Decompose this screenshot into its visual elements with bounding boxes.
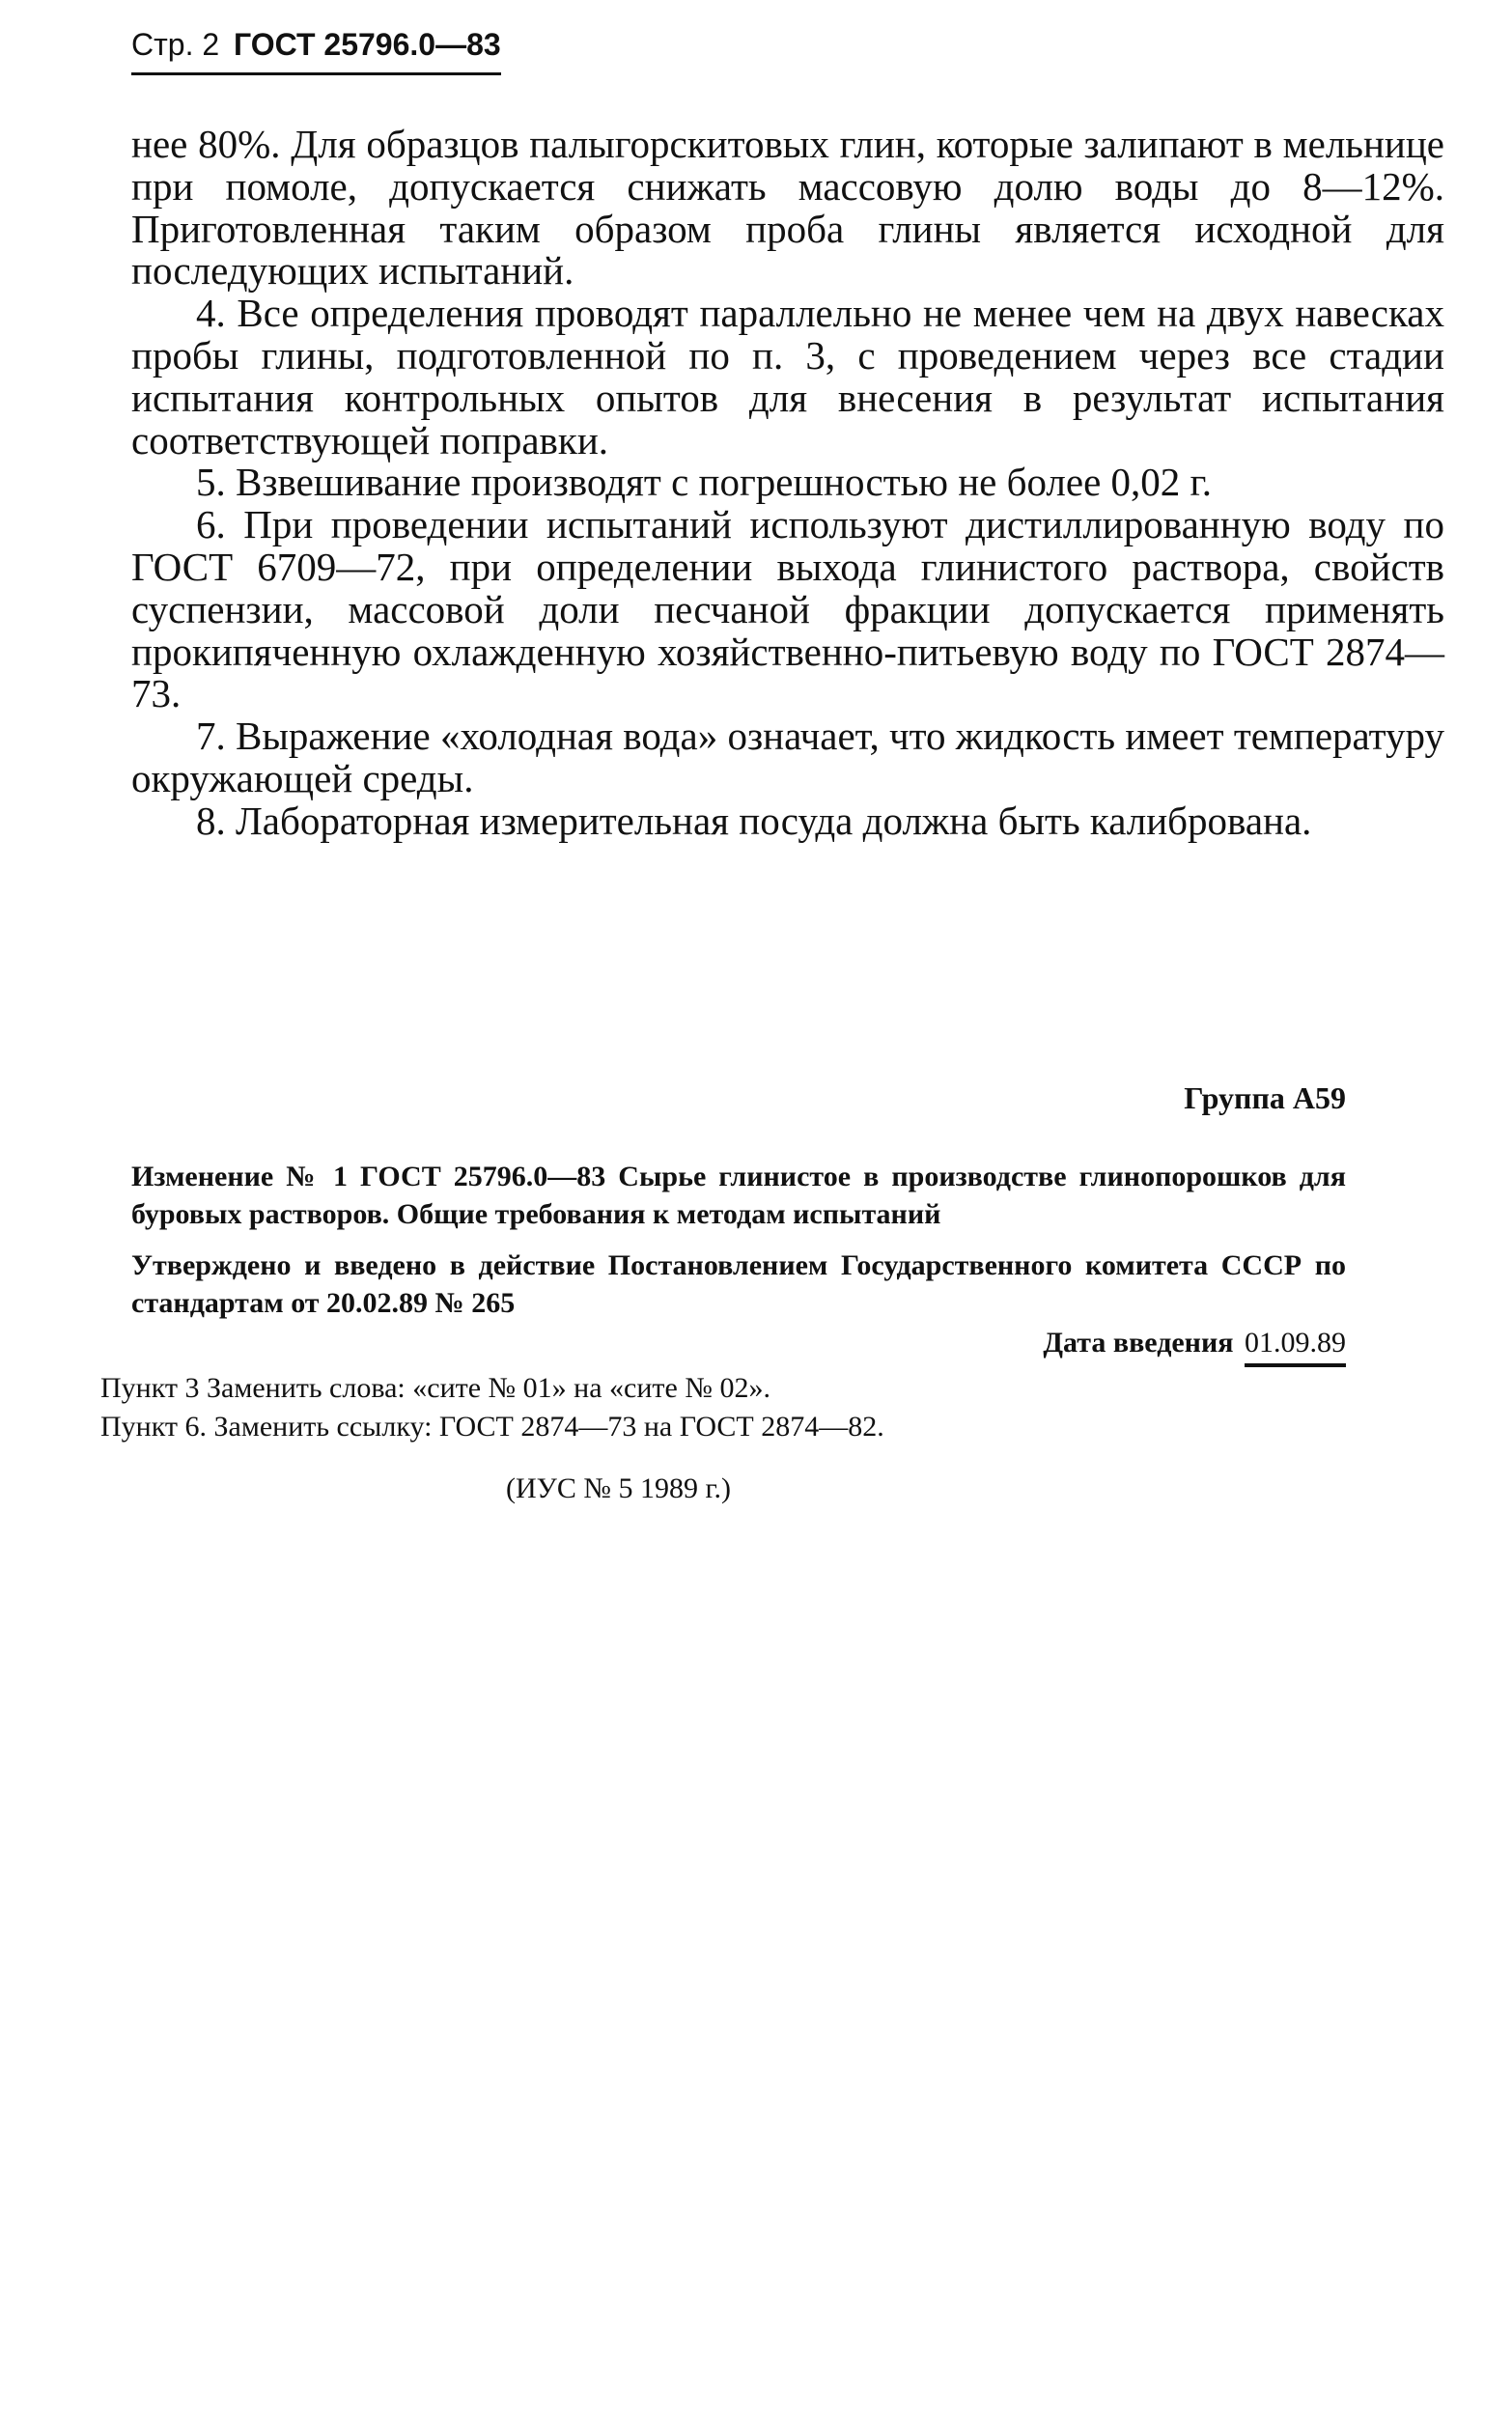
page-number: Стр. 2 — [131, 27, 220, 62]
approval-statement: Утверждено и введено в действие Постановлением Государственного комитета СССР по стандартам от 20.02.89 № 265 — [131, 1249, 1346, 1319]
group-label: Группа А59 — [1184, 1080, 1346, 1115]
page-header — [131, 27, 501, 75]
amendment-changes — [100, 1369, 1317, 1508]
paragraph-8: 8. Лабораторная измерительная посуда должна быть калибрована. — [196, 798, 1312, 843]
effective-date-label: Дата введения — [1043, 1327, 1234, 1359]
standard-code: ГОСТ 25796.0—83 — [234, 27, 501, 62]
paragraph-6: 6. При проведении испытаний используют дистиллированную воду по ГОСТ 6709—72, при определении выхода глинистого раствора, свойств суспензии, массовой доли песчаной фракции допускается применять прокипяченную охлажденную хозяйственно-питьевую воду по ГОСТ 2874—73. — [131, 502, 1444, 716]
main-text — [131, 124, 1444, 843]
change-item-2: Пункт 6. Заменить ссылку: ГОСТ 2874—73 на ГОСТ 2874—82. — [100, 1411, 884, 1443]
paragraph-continuation: нее 80%. Для образцов палыгорскитовых глин, которые залипают в мельнице при помоле, допускается снижать массовую долю воды до 8—12%. Приготовленная таким образом проба глины является исходной для последующих испытаний. — [131, 122, 1444, 294]
publication-source: (ИУС № 5 1989 г.) — [506, 1472, 731, 1504]
amendment-block — [131, 1079, 1346, 1367]
effective-date-value: 01.09.89 — [1245, 1324, 1346, 1367]
paragraph-4: 4. Все определения проводят параллельно не менее чем на двух навесках пробы глины, подготовленной по п. 3, с проведением через все стадии испытания контрольных опытов для внесения в результат испытания соответствующей поправки. — [131, 291, 1444, 462]
effective-date — [131, 1324, 1346, 1367]
paragraph-7: 7. Выражение «холодная вода» означает, что жидкость имеет температуру окружающей среды. — [131, 714, 1444, 800]
paragraph-5: 5. Взвешивание производят с погрешностью не более 0,02 г. — [196, 460, 1212, 505]
amendment-title: Изменение № 1 ГОСТ 25796.0—83 Сырье глинистое в производстве глинопорошков для буровых растворов. Общие требования к методам испытаний — [131, 1161, 1346, 1230]
change-item-1: Пункт 3 Заменить слова: «сите № 01» на «сите № 02». — [100, 1372, 770, 1404]
